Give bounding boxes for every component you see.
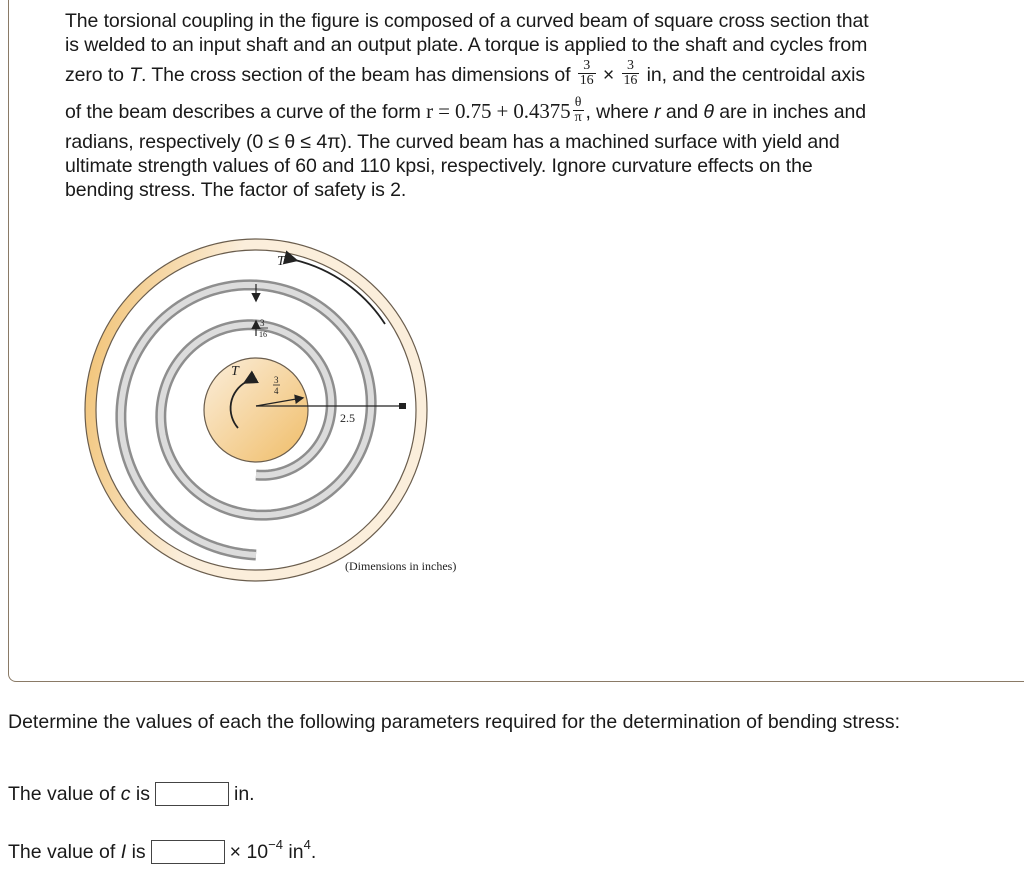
input-shaft bbox=[204, 358, 308, 462]
answer-row-i: The value of I is × $10^{-4}$ $in^4$. bbox=[8, 836, 317, 863]
statement-line-5: radians, respectively (0 ≤ θ ≤ 4π). The curved beam has a machined surface with yield and bbox=[65, 131, 840, 153]
torque-symbol: T bbox=[129, 64, 142, 86]
statement-line-4: of the beam describes a curve of the form r = 0.75 + 0.4375 $\frac{\theta}{\pi}$ , where r and θ are in inches and bbox=[65, 95, 867, 126]
i-symbol: I bbox=[120, 840, 127, 863]
statement-line-7: bending stress. The factor of safety is 2. bbox=[65, 179, 407, 201]
inner-torque-label: T bbox=[231, 364, 239, 379]
statement-line-6: ultimate strength values of 60 and 110 kpsi, respectively. Ignore curvature effects on the bbox=[65, 155, 813, 177]
curve-formula: r = 0.75 + 0.4375 bbox=[426, 99, 571, 123]
statement-line-3: zero to T. The cross section of the beam has dimensions of $\frac{3}{16}$ × $\frac{3}{16}$ in, and the centroidal axis bbox=[65, 58, 866, 89]
shaft-dim-den: 4 bbox=[274, 386, 279, 396]
statement-line-2: is welded to an input shaft and an output plate. A torque is applied to the shaft and cycles from bbox=[65, 34, 868, 56]
formula-fraction: $\frac{\theta}{\pi}$ bbox=[574, 95, 582, 126]
figure-caption: (Dimensions in inches) bbox=[345, 559, 457, 573]
answer-row-c: The value of c is in. bbox=[8, 782, 255, 805]
i-value-input[interactable] bbox=[151, 840, 225, 864]
shaft-dim-num: 3 bbox=[274, 375, 279, 385]
dimension-fraction-2: $\frac{3}{16}$ bbox=[623, 58, 638, 89]
question-prompt: Determine the values of each the following parameters required for the determination of bending stress: bbox=[8, 711, 901, 733]
dimension-fraction-1: $\frac{3}{16}$ bbox=[579, 58, 594, 89]
i-unit: × $10^{-4}$ $in^4$. bbox=[229, 836, 317, 863]
outer-torque-label: T bbox=[277, 254, 285, 269]
problem-statement bbox=[65, 9, 995, 202]
c-unit: in. bbox=[233, 782, 255, 805]
c-symbol: c bbox=[120, 782, 131, 805]
statement-line-1: The torsional coupling in the figure is composed of a curved beam of square cross section that bbox=[65, 10, 869, 32]
coupling-figure bbox=[80, 232, 520, 592]
c-value-input[interactable] bbox=[155, 782, 229, 806]
thickness-dim-den: 16 bbox=[259, 330, 267, 339]
thickness-dim-num: 3 bbox=[260, 318, 265, 328]
radius-dim-label: 2.5 bbox=[340, 411, 355, 425]
